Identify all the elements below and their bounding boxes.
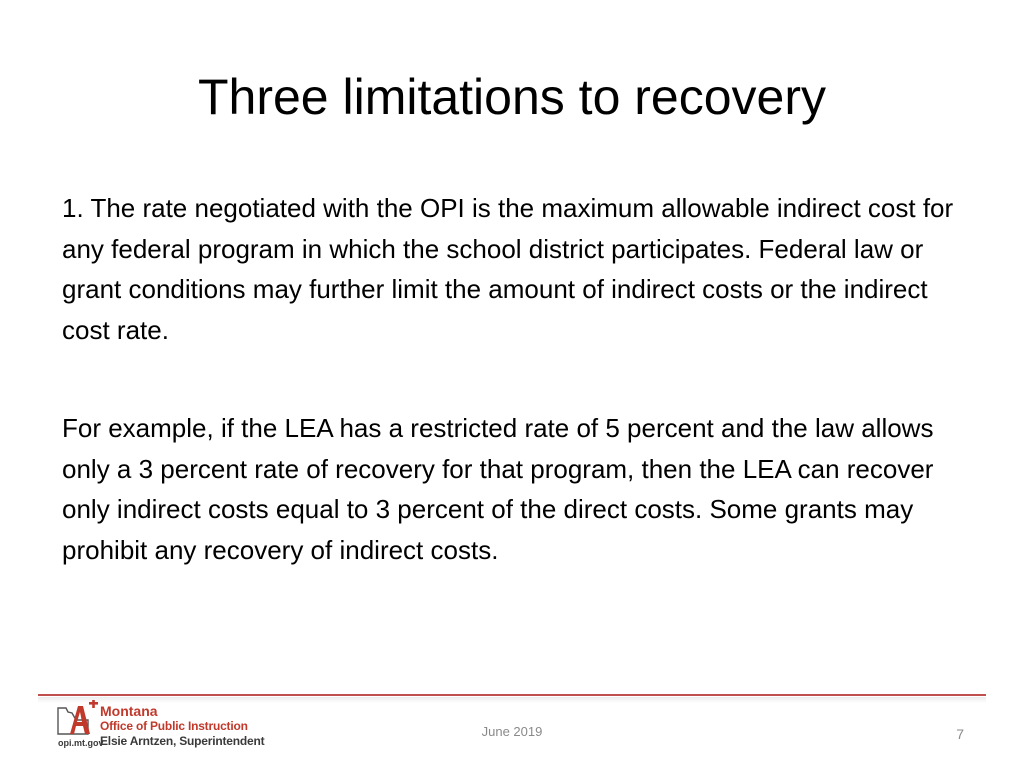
paragraph-example: For example, if the LEA has a restricted rate of 5 percent and the law allows only a 3 percent rate of recovery for that program, then the LEA can recover only indirect costs equal to 3 percent of the direct costs. Some grants may prohibit any recovery of indirect costs. bbox=[62, 413, 934, 565]
logo-superintendent-text: Elsie Arntzen, Superintendent bbox=[100, 734, 265, 748]
footer-divider bbox=[38, 694, 986, 696]
logo-montana-text: Montana bbox=[100, 703, 158, 719]
logo-office-text: Office of Public Instruction bbox=[100, 719, 248, 733]
slide-title: Three limitations to recovery bbox=[197, 69, 826, 125]
logo-url-text: opi.mt.gov bbox=[58, 738, 104, 748]
page-number: 7 bbox=[956, 726, 964, 742]
paragraph-limitation-1: 1. The rate negotiated with the OPI is the maximum allowable indirect cost for any federal program in which the school district participates. Federal law or grant conditions may further limit the amount of indirect costs or the indirect cost rate. bbox=[62, 193, 954, 345]
footer-date: June 2019 bbox=[481, 724, 543, 739]
